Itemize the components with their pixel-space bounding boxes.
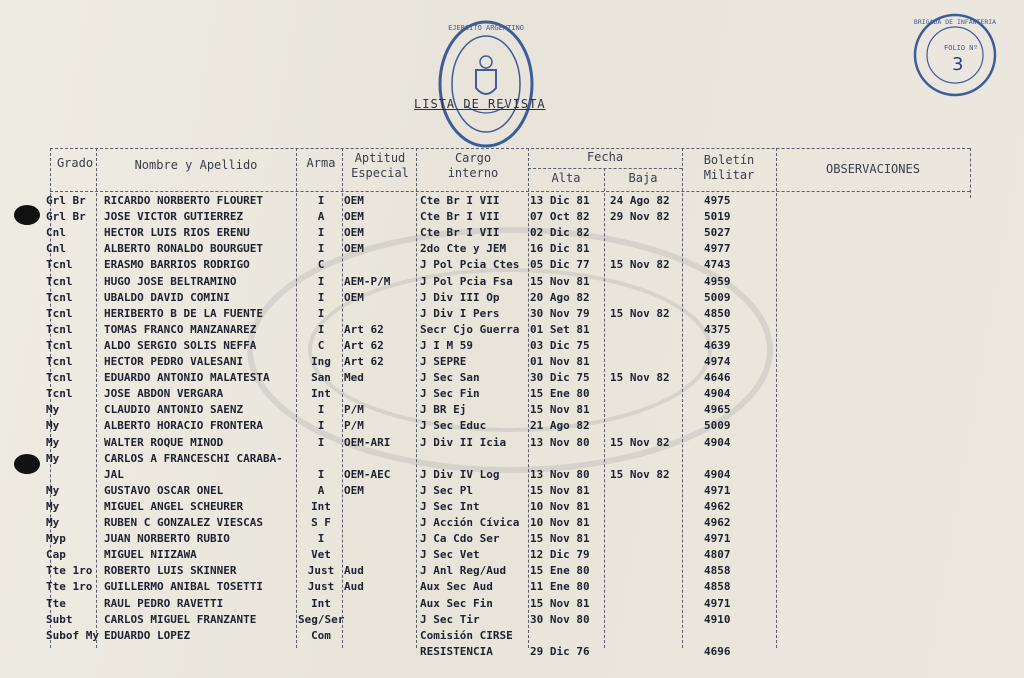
cell-aptitud: OEM [344,483,364,497]
cell-cargo: J Div I Pers [420,306,500,320]
cell-aptitud: OEM-AEC [344,467,391,481]
cell-grado: Tcnl [46,371,73,385]
cell-alta: 11 Ene 80 [530,580,590,594]
cell-nombre: EDUARDO LOPEZ [104,628,191,642]
cell-grado: Tte 1ro [46,564,93,578]
cell-alta: 20 Ago 82 [530,290,590,304]
cell-nombre: MIGUEL ANGEL SCHEURER [104,499,244,513]
cell-baja: 15 Nov 82 [610,258,670,272]
cell-alta: 29 Dic 76 [530,644,590,658]
table-row [0,257,1024,273]
cell-aptitud: OEM [344,194,364,207]
table-row [0,467,1024,483]
cell-cargo: J Sec Tir [420,612,480,626]
cell-grado: My [46,516,60,529]
cell-arma: Just [307,564,335,578]
cell-baja: 29 Nov 82 [610,210,670,224]
cell-grado: Subt [46,612,73,626]
cell-boletin: 4375 [704,322,731,336]
cell-arma: Seg/Ser [298,612,345,626]
cell-alta: 05 Dic 77 [530,258,590,272]
cell-cargo: J I M 59 [420,338,473,352]
cell-nombre: ALBERTO HORACIO FRONTERA [104,419,263,433]
header-cargo: Cargo interno [447,151,499,180]
cell-boletin: 4850 [704,306,731,320]
table-row [0,612,1024,628]
cell-alta: 15 Nov 81 [530,403,590,417]
cell-nombre: HUGO JOSE BELTRAMINO [104,274,237,288]
cell-boletin: 4807 [704,548,731,562]
cell-grado: Tcnl [46,306,73,320]
cell-aptitud: Med [344,371,364,385]
cell-grado: Tcnl [46,258,73,272]
cell-arma: I [317,435,325,449]
cell-grado: Grl Br [46,210,86,224]
cell-alta: 13 Nov 80 [530,435,590,449]
cell-aptitud: P/M [344,403,364,417]
cell-nombre: CARLOS MIGUEL FRANZANTE [104,612,257,626]
cell-arma: San [311,371,331,385]
cell-aptitud: Aud [344,580,364,594]
cell-alta: 10 Nov 81 [530,499,590,513]
cell-grado: Cap [46,548,66,562]
cell-nombre: JOSE ABDON VERGARA [104,387,224,401]
cell-arma: I [317,419,325,433]
cell-boletin: 4639 [704,338,731,352]
cell-arma: I [317,306,325,320]
cell-cargo: J Acción Cívica [420,516,520,529]
cell-arma: C [317,338,325,352]
cell-grado: Cnl [46,242,66,256]
cell-nombre: ALDO SERGIO SOLIS NEFFA [104,338,257,352]
cell-arma: I [317,274,325,288]
table-row [0,241,1024,257]
cell-grado: Grl Br [46,194,86,207]
svg-text:EJERCITO ARGENTINO: EJERCITO ARGENTINO [448,24,524,32]
cell-baja: 15 Nov 82 [610,371,670,385]
cell-grado: Tcnl [46,274,73,288]
cell-grado: My [46,451,60,465]
svg-text:3: 3 [952,54,964,75]
cell-baja: 24 Ago 82 [610,194,670,207]
cell-cargo: Cte Br I VII [420,194,500,207]
table-row [0,386,1024,402]
svg-text:BRIGADA DE INFANTERIA: BRIGADA DE INFANTERIA [913,18,997,26]
cell-cargo: J Sec Int [420,499,480,513]
cell-cargo: RESISTENCIA [420,644,493,658]
cell-arma: I [317,403,325,417]
header-boletin: Boletín Militar [703,153,755,182]
cell-nombre: MIGUEL NIIZAWA [104,548,197,562]
cell-aptitud: OEM [344,242,364,256]
cell-arma: A [317,210,325,224]
cell-alta: 10 Nov 81 [530,516,590,529]
cell-boletin: 4904 [704,467,731,481]
cell-arma: I [317,290,325,304]
cell-arma: I [317,242,325,256]
table-row [0,628,1024,644]
cell-nombre: GUILLERMO ANIBAL TOSETTI [104,580,263,594]
cell-grado: My [46,419,60,433]
cell-arma: I [317,226,325,240]
cell-nombre: TOMAS FRANCO MANZANAREZ [104,322,257,336]
cell-boletin: 4858 [704,580,731,594]
table-row [0,193,1024,209]
cell-aptitud: OEM [344,210,364,224]
cell-arma: Int [311,596,331,610]
folio-stamp [912,12,998,98]
table-row [0,515,1024,531]
cell-grado: Tcnl [46,322,73,336]
army-seal-stamp [436,18,536,150]
table-row [0,274,1024,290]
cell-boletin: 4974 [704,355,731,368]
table-row [0,644,1024,660]
cell-alta: 13 Nov 80 [530,467,590,481]
cell-cargo: J Sec Fin [420,387,480,401]
cell-cargo: J Div II Icia [420,435,507,449]
cell-boletin: 5019 [704,210,731,224]
cell-alta: 30 Nov 79 [530,306,590,320]
cell-alta: 21 Ago 82 [530,419,590,433]
cell-boletin: 4910 [704,612,731,626]
cell-boletin: 4959 [704,274,731,288]
cell-nombre: JOSE VICTOR GUTIERREZ [104,210,244,224]
cell-aptitud: OEM [344,226,364,240]
cell-cargo: J Ca Cdo Ser [420,532,500,546]
table-row [0,547,1024,563]
cell-nombre: HECTOR PEDRO VALESANI [104,355,244,368]
cell-nombre: UBALDO DAVID COMINI [104,290,230,304]
cell-alta: 15 Nov 81 [530,532,590,546]
cell-cargo: J Sec Pl [420,483,473,497]
cell-baja: 15 Nov 82 [610,306,670,320]
cell-alta: 15 Nov 81 [530,274,590,288]
table-row [0,370,1024,386]
cell-arma: S F [311,516,331,529]
cell-boletin: 4971 [704,532,731,546]
table-row [0,451,1024,467]
cell-nombre: HECTOR LUIS RIOS ERENU [104,226,250,240]
cell-arma: I [317,532,325,546]
cell-cargo: Cte Br I VII [420,226,500,240]
header-alta: Alta [551,171,581,185]
cell-alta: 13 Dic 81 [530,194,590,207]
cell-grado: Tte 1ro [46,580,93,594]
cell-aptitud: AEM-P/M [344,274,391,288]
cell-baja: 15 Nov 82 [610,467,670,481]
cell-boletin: 5009 [704,290,731,304]
cell-boletin: 4646 [704,371,731,385]
table-row [0,290,1024,306]
cell-boletin: 5009 [704,419,731,433]
header-observaciones: OBSERVACIONES [826,162,920,176]
cell-alta: 07 Oct 82 [530,210,590,224]
cell-arma: Just [307,580,335,594]
table-row [0,322,1024,338]
cell-boletin: 4965 [704,403,731,417]
header-arma: Arma [306,156,336,170]
cell-alta: 16 Dic 81 [530,242,590,256]
cell-cargo: Comisión CIRSE [420,628,513,642]
cell-aptitud: Art 62 [344,338,384,352]
cell-grado: Tcnl [46,355,73,368]
cell-boletin: 4743 [704,258,731,272]
cell-aptitud: OEM-ARI [344,435,391,449]
cell-cargo: J Sec Vet [420,548,480,562]
cell-cargo: J Div III Op [420,290,500,304]
table-row [0,306,1024,322]
cell-aptitud: Art 62 [344,322,384,336]
table-row [0,483,1024,499]
cell-arma: Int [311,499,331,513]
cell-alta: 01 Set 81 [530,322,590,336]
cell-arma: C [317,258,325,272]
table-row [0,418,1024,434]
cell-nombre: GUSTAVO OSCAR ONEL [104,483,224,497]
cell-alta: 02 Dic 82 [530,226,590,240]
cell-grado: Tcnl [46,338,73,352]
cell-nombre: RICARDO NORBERTO FLOURET [104,194,263,207]
cell-boletin: 4962 [704,516,731,529]
cell-aptitud: OEM [344,290,364,304]
cell-boletin: 4904 [704,387,731,401]
cell-boletin: 5027 [704,226,731,240]
table-row [0,596,1024,612]
cell-cargo: J Div IV Log [420,467,500,481]
table-row [0,225,1024,241]
cell-nombre: HERIBERTO B DE LA FUENTE [104,306,263,320]
cell-boletin: 4971 [704,596,731,610]
cell-arma: I [317,194,325,207]
cell-cargo: J Sec Educ [420,419,487,433]
cell-grado: Cnl [46,226,66,240]
cell-arma: Int [311,387,331,401]
header-bottom-rule [50,191,970,192]
cell-alta: 30 Dic 75 [530,371,590,385]
cell-cargo: Aux Sec Fin [420,596,493,610]
cell-alta: 15 Nov 81 [530,483,590,497]
cell-alta: 15 Ene 80 [530,564,590,578]
cell-arma: Ing [311,355,331,368]
cell-boletin: 4975 [704,194,731,207]
cell-nombre: CARLOS A FRANCESCHI CARABA- [104,451,283,465]
cell-aptitud: Aud [344,564,364,578]
table-row [0,499,1024,515]
table-row [0,402,1024,418]
cell-nombre: JAL [104,467,124,481]
cell-boletin: 4971 [704,483,731,497]
cell-boletin: 4962 [704,499,731,513]
cell-cargo: J SEPRE [420,355,467,368]
cell-boletin: 4977 [704,242,731,256]
cell-arma: Com [311,628,331,642]
cell-arma: Vet [311,548,331,562]
header-grado: Grado [56,156,94,170]
cell-grado: My [46,499,60,513]
cell-cargo: J Pol Pcia Ctes [420,258,520,272]
table-top-rule [50,148,970,149]
cell-cargo: J Sec San [420,371,480,385]
cell-cargo: 2do Cte y JEM [420,242,507,256]
svg-text:FOLIO Nº: FOLIO Nº [944,44,978,52]
cell-cargo: Cte Br I VII [420,210,500,224]
cell-arma: I [317,467,325,481]
header-aptitud: Aptitud Especial [351,151,409,180]
cell-grado: Tte [46,596,66,610]
cell-aptitud: P/M [344,419,364,433]
cell-nombre: RAUL PEDRO RAVETTI [104,596,224,610]
cell-boletin: 4858 [704,564,731,578]
cell-nombre: JUAN NORBERTO RUBIO [104,532,230,546]
table-row [0,354,1024,370]
header-baja: Baja [628,171,658,185]
cell-grado: My [46,403,60,417]
cell-nombre: CLAUDIO ANTONIO SAENZ [104,403,244,417]
cell-cargo: J Anl Reg/Aud [420,564,507,578]
cell-alta: 03 Dic 75 [530,338,590,352]
cell-boletin: 4696 [704,644,731,658]
cell-grado: Tcnl [46,290,73,304]
table-row [0,435,1024,451]
cell-grado: Tcnl [46,387,73,401]
cell-aptitud: Art 62 [344,355,384,368]
cell-alta: 15 Nov 81 [530,596,590,610]
cell-nombre: ERASMO BARRIOS RODRIGO [104,258,250,272]
cell-nombre: ALBERTO RONALDO BOURGUET [104,242,263,256]
table-row [0,531,1024,547]
cell-grado: Subof My [46,628,99,642]
table-row [0,338,1024,354]
cell-arma: I [317,322,325,336]
cell-boletin: 4904 [704,435,731,449]
cell-grado: My [46,435,60,449]
col-rule [970,148,971,198]
cell-alta: 12 Dic 79 [530,548,590,562]
cell-nombre: ROBERTO LUIS SKINNER [104,564,237,578]
cell-nombre: RUBEN C GONZALEZ VIESCAS [104,516,263,529]
cell-cargo: Secr Cjo Guerra [420,322,520,336]
table-row [0,579,1024,595]
cell-arma: A [317,483,325,497]
header-fecha: Fecha [586,150,624,164]
cell-nombre: WALTER ROQUE MINOD [104,435,224,449]
cell-cargo: J BR Ej [420,403,467,417]
header-nombre: Nombre y Apellido [134,158,258,172]
table-row [0,563,1024,579]
cell-cargo: Aux Sec Aud [420,580,493,594]
cell-grado: Myp [46,532,66,546]
cell-alta: 15 Ene 80 [530,387,590,401]
cell-alta: 01 Nov 81 [530,355,590,368]
cell-grado: My [46,483,60,497]
fecha-split-rule [528,168,682,169]
page-title: LISTA DE REVISTA [414,97,546,111]
table-row [0,209,1024,225]
cell-cargo: J Pol Pcia Fsa [420,274,513,288]
cell-alta: 30 Nov 80 [530,612,590,626]
cell-nombre: EDUARDO ANTONIO MALATESTA [104,371,270,385]
cell-baja: 15 Nov 82 [610,435,670,449]
